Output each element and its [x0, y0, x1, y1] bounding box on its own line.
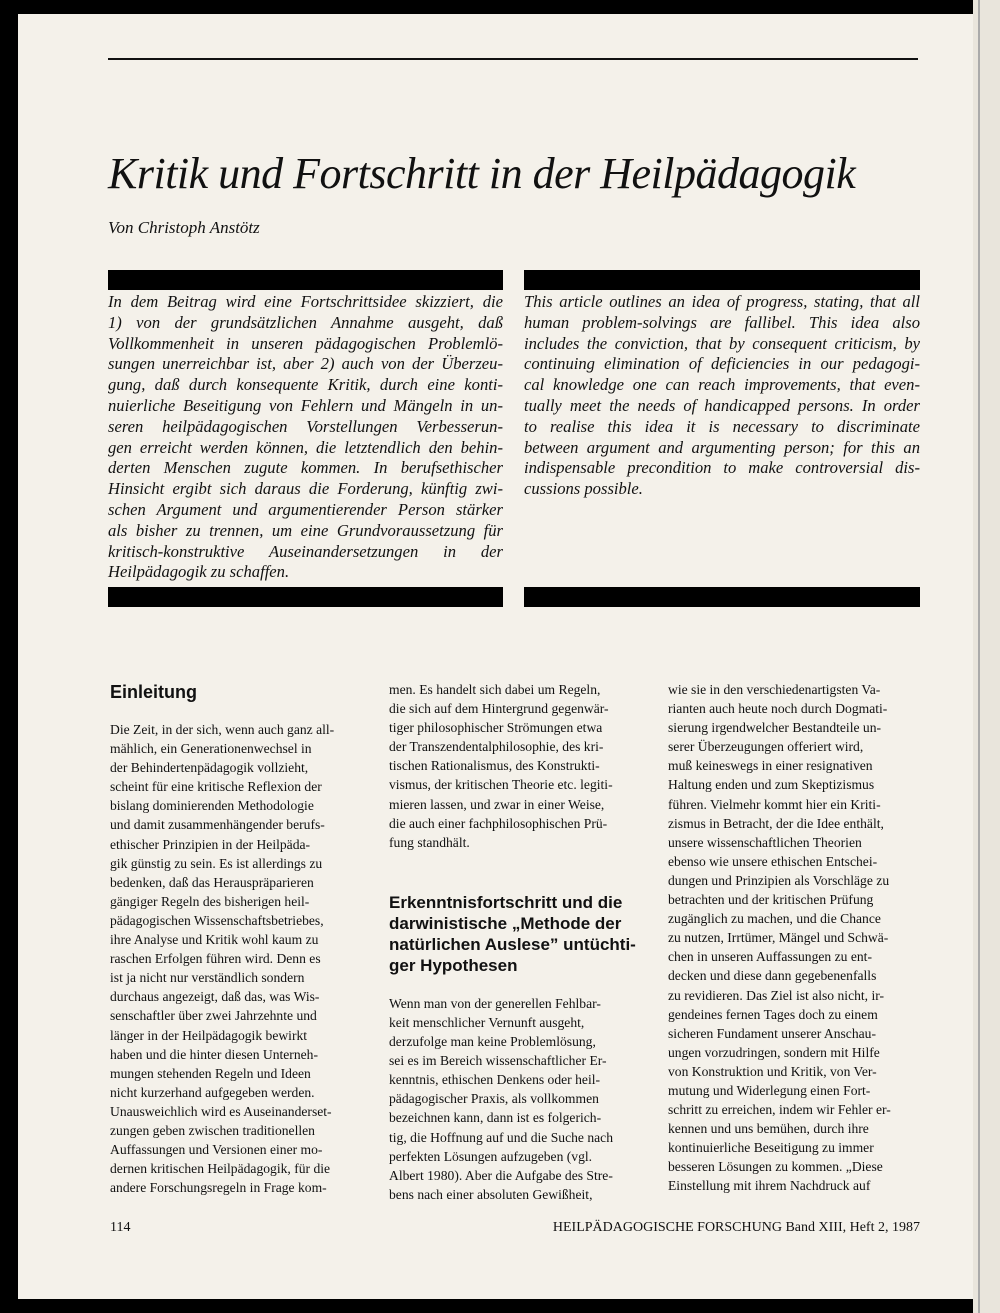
body-line: mieren lassen, und zwar in einer Weise, [389, 796, 605, 812]
abstract-en-line: human problem-solvings are fallibel. This idea also [524, 312, 920, 332]
abstract-en-line: continuing elimination of deficiencies in our pedagogi- [524, 354, 920, 374]
section2-body [389, 994, 647, 1204]
body-line: dungen und Prinzipien als Vorschläge zu [668, 872, 890, 888]
body-line: pädagogischer Praxis, als vollkommen [389, 1091, 599, 1107]
abstract-de-line: schen Argument und argumentierender Person stärker [108, 499, 503, 519]
body-line: nicht kurzerhand aufgegeben werden. [110, 1084, 315, 1100]
body-line: muß keineswegs in einer resignativen [668, 758, 873, 774]
section2-heading-line: Erkenntnisfortschritt und die [389, 892, 623, 912]
article-title: Kritik und Fortschritt in der Heilpädagogik [108, 149, 856, 198]
body-line: Auffassungen und Versionen einer mo- [110, 1142, 323, 1158]
abstract-en-line: cal knowledge one can reach improvements, that even- [524, 375, 920, 395]
body-line: tischen Rationalismus, des Konstrukti- [389, 758, 600, 774]
body-line: besseren Lösungen zu kommen. „Diese [668, 1159, 883, 1175]
column-3 [668, 680, 922, 1196]
body-line: der Transzendentalphilosophie, des kri- [389, 739, 604, 755]
column-2 [389, 680, 647, 1204]
abstract-de-line: Vollkommenheit in unseren pädagogischen Problemlö- [108, 333, 503, 353]
body-line: kenntnis, ethischen Denkens oder heil- [389, 1072, 601, 1088]
body-line: Einstellung mit ihrem Nachdruck auf [668, 1178, 871, 1194]
body-line: zismus in Betracht, der die Idee enthält, [668, 815, 884, 831]
body-line: gik günstig zu sein. Es ist allerdings zu [110, 855, 323, 871]
body-line: sierung irgendwelcher Bestandteile un- [668, 720, 882, 736]
body-line: pädagogischen Wissenschaftsbetriebes, [110, 912, 324, 928]
body-line: bezeichnen kann, dann ist es folgerich- [389, 1110, 602, 1126]
body-line: tig, die Hoffnung auf und die Suche nach [389, 1129, 613, 1145]
body-line: andere Forschungsregeln in Frage kom- [110, 1180, 327, 1196]
body-line: länger in der Heilpädagogik bewirkt [110, 1027, 308, 1043]
abstract-de-line: derten Menschen zugute kommen. In berufsethischer [108, 458, 503, 478]
body-line: chen in unseren Auffassungen zu ent- [668, 949, 872, 965]
body-line: Die Zeit, in der sich, wenn auch ganz all- [110, 722, 335, 737]
abstract-en-line: to realise this idea it is necessary to discriminate [524, 416, 920, 436]
body-line: mungen stehenden Regeln und Ideen [110, 1065, 311, 1081]
body-line: kennen und uns bemühen, durch ihre [668, 1121, 869, 1137]
body-line: die sich auf dem Hintergrund gegenwär- [389, 701, 609, 717]
body-line: zungen geben zwischen traditionellen [110, 1122, 315, 1138]
journal-footer: HEILPÄDAGOGISCHE FORSCHUNG Band XIII, Heft 2, 1987 [552, 1220, 920, 1235]
body-line: perfekten Lösungen aufzugeben (vgl. [389, 1148, 593, 1164]
body-line: führen. Vielmehr kommt hier ein Kriti- [668, 796, 881, 812]
body-line: sicheren Fundament unserer Anschau- [668, 1025, 876, 1041]
page-edge-line [978, 0, 980, 1313]
body-line: Haltung enden und zum Skeptizismus [668, 777, 875, 793]
body-line: mählich, ein Generationenwechsel in [110, 741, 312, 757]
body-line: kontinuierliche Beseitigung zu immer [668, 1140, 874, 1156]
body-line: tiger philosophischer Strömungen etwa [389, 720, 603, 736]
body-line: rianten auch heute noch durch Dogmati- [668, 701, 888, 717]
article-author: Von Christoph Anstötz [108, 218, 260, 237]
abstract-de-line: Hinsicht ergibt sich daraus die Forderung, künftig zwi- [108, 479, 503, 499]
body-line: schritt zu erreichen, indem wir Fehler er- [668, 1102, 891, 1118]
body-line: dernen kritischen Heilpädagogik, für die [110, 1161, 331, 1177]
body-line: von Konstruktion und Kritik, von Ver- [668, 1063, 877, 1079]
body-line: unsere wissenschaftlichen Theorien [668, 834, 862, 850]
body-line: die auch einer fachphilosophischen Prü- [389, 815, 608, 831]
abstract-de-line: gen erreicht werden können, die letztendlich den behin- [108, 437, 503, 457]
abstract-de-top-bar [108, 270, 503, 290]
page-number: 114 [110, 1220, 131, 1235]
abstract-en-line: tually meet the needs of handicapped persons. In order [524, 395, 920, 415]
body-line: bislang dominierenden Methodologie [110, 798, 314, 814]
abstract-de-line: kritisch-konstruktive Auseinandersetzungen in der [108, 541, 503, 561]
body-line: keit menschlicher Vernunft ausgeht, [389, 1014, 585, 1030]
body-line: raschen Erfolgen führen wird. Denn es [110, 951, 321, 967]
abstract-en-line: cussions possible. [524, 479, 643, 499]
section-heading-einleitung: Einleitung [110, 682, 197, 702]
column3-text [668, 680, 922, 1196]
body-line: senschaftler über zwei Jahrzehnte und [110, 1008, 317, 1024]
body-line: derzufolge man keine Problemlösung, [389, 1034, 596, 1050]
body-line: zu nutzen, Irrtümer, Mängel und Schwä- [668, 930, 889, 946]
body-line: gängiger Regeln des bisherigen heil- [110, 893, 310, 909]
body-line: gendeines fernen Tages doch zu einem [668, 1006, 878, 1022]
column2-continued-text [389, 680, 647, 852]
body-line: serer Überzeugungen offeriert wird, [668, 739, 864, 755]
abstract-de-line: sungen unerreichbar ist, aber 2) auch von der Überzeu- [108, 354, 503, 374]
body-line: durchaus angezeigt, daß das, was Wis- [110, 989, 320, 1005]
body-line: wie sie in den verschiedenartigsten Va- [668, 682, 881, 697]
body-line: vismus, der kritischen Theorie etc. legiti- [389, 777, 613, 793]
abstract-en-bottom-bar [524, 587, 920, 607]
body-line: mutung und Widerlegung einen Fort- [668, 1082, 871, 1098]
body-line: bedenken, daß das Herauspräparieren [110, 874, 314, 890]
body-line: men. Es handelt sich dabei um Regeln, [389, 682, 601, 697]
body-line: ungen vorzudringen, sondern mit Hilfe [668, 1044, 880, 1060]
column-1 [110, 680, 368, 1197]
body-line: Unausweichlich wird es Auseinanderset- [110, 1103, 332, 1119]
body-line: bens nach einer absoluten Gewißheit, [389, 1186, 593, 1202]
body-line: betrachten und der kritischen Prüfung [668, 892, 874, 908]
section2-heading-line: ger Hypothesen [389, 955, 518, 975]
body-line: und damit zusammenhängender berufs- [110, 817, 325, 833]
body-line: Wenn man von der generellen Fehlbar- [389, 995, 601, 1011]
body-line: der Behindertenpädagogik vollzieht, [110, 760, 309, 776]
abstract-de-line: als bisher zu trennen, um eine Grundvoraussetzung für [108, 520, 503, 540]
abstract-german [108, 292, 503, 583]
body-line: Albert 1980). Aber die Aufgabe des Stre- [389, 1167, 613, 1183]
body-line: ihre Analyse und Kritik wohl kaum zu [110, 932, 319, 948]
body-line: zu revidieren. Das Ziel ist also nicht, ir- [668, 987, 885, 1003]
body-line: sei es im Bereich wissenschaftlicher Er- [389, 1053, 607, 1069]
abstract-de-line: Heilpädagogik zu schaffen. [108, 562, 290, 582]
section-heading-erkenntnisfortschritt [389, 892, 647, 976]
abstract-de-bottom-bar [108, 587, 503, 607]
body-line: ist ja nicht nur verständlich sondern [110, 970, 305, 986]
abstract-en-top-bar [524, 270, 920, 290]
body-line: ebenso wie unsere ethischen Entschei- [668, 853, 878, 869]
section2-heading-line: natürlichen Auslese” untüchti- [389, 934, 636, 954]
body-line: haben und die hinter diesen Unterneh- [110, 1046, 318, 1062]
body-line: fung standhält. [389, 834, 470, 850]
section2-heading-line: darwinistische „Methode der [389, 913, 622, 933]
abstract-de-line: seren heilpädagogischen Vorstellungen Verbesserun- [108, 416, 503, 436]
abstract-de-line: In dem Beitrag wird eine Fortschrittsidee skizziert, die [108, 292, 503, 311]
body-line: ethischer Prinzipien in der Heilpäda- [110, 836, 311, 852]
section1-body [110, 720, 368, 1197]
abstract-en-line: indispensable precondition to make controversial dis- [524, 458, 920, 478]
abstract-en-line: between argument and argumenting person; for this an [524, 437, 920, 457]
body-line: zugänglich zu machen, und die Chance [668, 911, 881, 927]
abstract-en-line: includes the conviction, that by consequent criticism, by [524, 333, 920, 353]
abstract-de-line: gung, daß durch konsequente Kritik, durch eine konti- [108, 375, 503, 395]
abstract-de-line: 1) von der grundsätzlichen Annahme ausgeht, daß [108, 312, 503, 332]
abstract-de-line: nuierliche Beseitigung von Fehlern und Mängeln in un- [108, 395, 503, 415]
top-rule [108, 58, 918, 60]
body-line: scheint für eine kritische Reflexion der [110, 779, 322, 795]
abstract-english [524, 292, 920, 500]
abstract-en-line: This article outlines an idea of progress, stating, that all [524, 292, 920, 311]
body-line: decken und diese dann gegebenenfalls [668, 968, 877, 984]
